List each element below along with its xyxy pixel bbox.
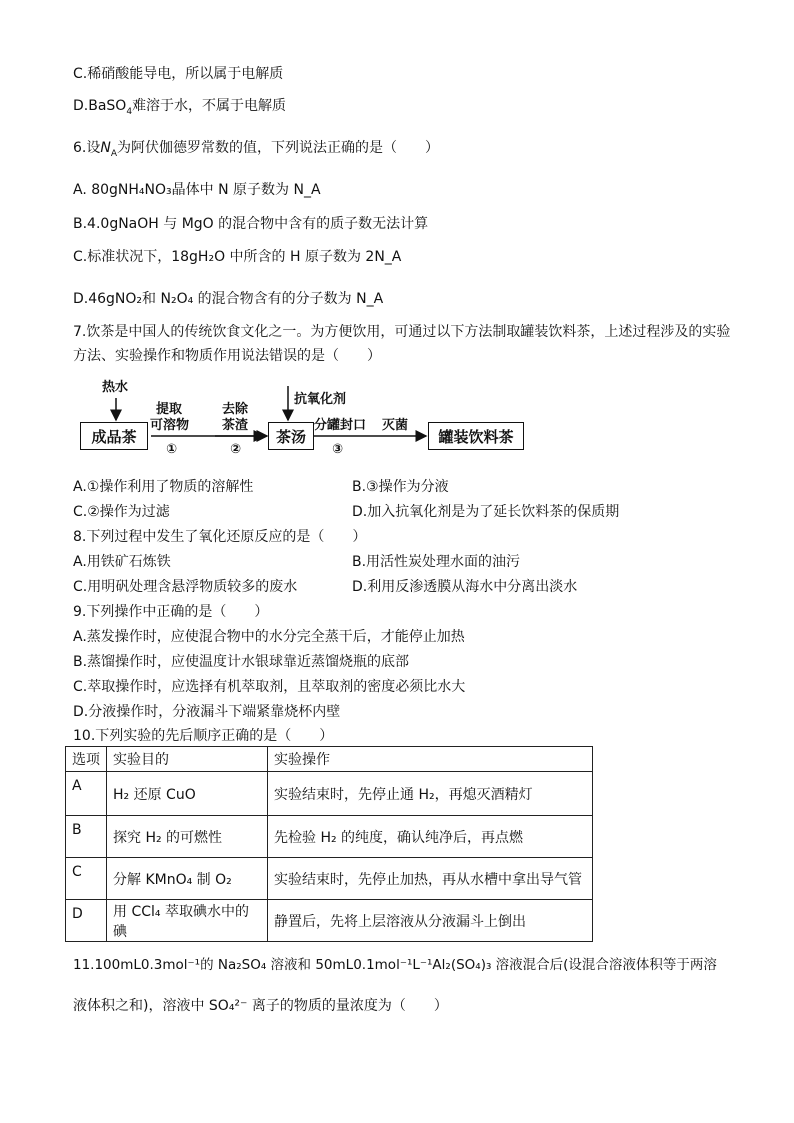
q8-option-d: D.利用反渗透膜从海水中分离出淡水 xyxy=(352,579,578,595)
row-operation: 静置后，先将上层溶液从分液漏斗上倒出 xyxy=(268,900,593,942)
table-header-row xyxy=(66,747,593,772)
q5-option-c: C.稀硝酸能导电，所以属于电解质 xyxy=(73,66,284,82)
q5-option-d-formula: BaSO xyxy=(88,98,127,114)
q8-stem: 8.下列过程中发生了氧化还原反应的是（ ） xyxy=(73,529,367,545)
q9-stem: 9.下列操作中正确的是（ ） xyxy=(73,604,269,620)
q7-option-d: D.加入抗氧化剂是为了延长饮料茶的保质期 xyxy=(352,504,620,520)
step3-label-mid: 分罐封口 xyxy=(314,418,367,433)
tea-soup-box: 茶汤 xyxy=(268,422,314,450)
q5-option-d-text: 难溶于水，不属于电解质 xyxy=(132,98,287,114)
q6-stem-prefix: 6.设 xyxy=(73,140,101,156)
q6-option-c: C.标准状况下，18gH₂O 中所含的 H 原子数为 2N_A xyxy=(73,249,402,265)
q6-stem-na: N xyxy=(100,140,111,156)
q6-option-b: B.4.0gNaOH 与 MgO 的混合物中含有的质子数无法计算 xyxy=(73,216,429,232)
row-operation: 实验结束时，先停止加热，再从水槽中拿出导气管 xyxy=(268,858,593,900)
step2-label-mid: 茶渣 xyxy=(222,418,249,433)
canned-tea-box: 罐装饮料茶 xyxy=(428,422,524,450)
row-operation: 先检验 H₂ 的纯度，确认纯净后，再点燃 xyxy=(268,816,593,858)
q9-option-d: D.分液操作时，分液漏斗下端紧靠烧杯内壁 xyxy=(73,704,341,720)
step3-number: ③ xyxy=(332,442,344,457)
q6-option-a: A. 80gNH₄NO₃晶体中 N 原子数为 N_A xyxy=(73,182,321,198)
step2-number: ② xyxy=(230,442,242,457)
hot-water-label: 热水 xyxy=(102,380,129,395)
q10-table xyxy=(65,746,593,942)
table-row xyxy=(66,816,593,858)
q6-stem-na-sub: A xyxy=(110,148,118,159)
header-operation: 实验操作 xyxy=(268,747,593,772)
row-option: C xyxy=(66,858,107,900)
row-operation: 实验结束时，先停止通 H₂，再熄灭酒精灯 xyxy=(268,772,593,816)
q8-option-c: C.用明矾处理含悬浮物质较多的废水 xyxy=(73,579,298,595)
q6-option-d: D.46gNO₂和 N₂O₄ 的混合物含有的分子数为 N_A xyxy=(73,291,384,307)
row-option: A xyxy=(66,772,107,816)
q8-option-b: B.用活性炭处理水面的油污 xyxy=(352,554,521,570)
q7-option-c: C.②操作为过滤 xyxy=(73,504,170,520)
row-goal: 用 CCl₄ 萃取碘水中的碘 xyxy=(107,900,268,942)
finished-tea-box: 成品茶 xyxy=(80,422,148,450)
row-option: B xyxy=(66,816,107,858)
table-row xyxy=(66,772,593,816)
step1-label-mid: 可溶物 xyxy=(150,418,190,433)
row-goal: 探究 H₂ 的可燃性 xyxy=(107,816,268,858)
row-option: D xyxy=(66,900,107,942)
q7-option-a: A.①操作利用了物质的溶解性 xyxy=(73,479,254,495)
q5-option-d-subscript: 4 xyxy=(126,106,133,117)
table-row xyxy=(66,858,593,900)
q6-stem-text: 为阿伏伽德罗常数的值，下列说法正确的是（ ） xyxy=(117,140,440,156)
step1-label-top: 提取 xyxy=(156,402,183,417)
row-goal: H₂ 还原 CuO xyxy=(107,772,268,816)
q6-stem xyxy=(73,138,439,164)
q10-stem: 10.下列实验的先后顺序正确的是（ ） xyxy=(73,728,334,744)
q11-stem-line2: 液体积之和)，溶液中 SO₄²⁻ 离子的物质的量浓度为（ ） xyxy=(73,998,448,1014)
q5-option-d-prefix: D. xyxy=(73,98,89,114)
header-goal: 实验目的 xyxy=(107,747,268,772)
step2-label-top: 去除 xyxy=(222,402,249,417)
q8-option-a: A.用铁矿石炼铁 xyxy=(73,554,171,570)
q9-option-b: B.蒸馏操作时，应使温度计水银球靠近蒸馏烧瓶的底部 xyxy=(73,654,410,670)
header-option: 选项 xyxy=(66,747,107,772)
q11-stem-line1: 11.100mL0.3mol⁻¹的 Na₂SO₄ 溶液和 50mL0.1mol⁻¹L⁻¹Al₂(SO₄)₃ 溶液混合后(设混合溶液体积等于两溶 xyxy=(73,957,717,973)
antioxidant-label: 抗氧化剂 xyxy=(294,392,347,407)
q9-option-a: A.蒸发操作时，应使混合物中的水分完全蒸干后，才能停止加热 xyxy=(73,629,465,645)
table-row xyxy=(66,900,593,942)
sterilize-label: 灭菌 xyxy=(382,418,409,433)
q9-option-c: C.萃取操作时，应选择有机萃取剂，且萃取剂的密度必须比水大 xyxy=(73,679,466,695)
step1-number: ① xyxy=(166,442,178,457)
q7-stem-line2: 方法、实验操作和物质作用说法错误的是（ ） xyxy=(73,348,381,364)
row-goal: 分解 KMnO₄ 制 O₂ xyxy=(107,858,268,900)
q7-stem-line1: 7.饮茶是中国人的传统饮食文化之一。为方便饮用，可通过以下方法制取罐装饮料茶，上述过程涉及的实验 xyxy=(73,324,731,340)
q5-option-d xyxy=(73,96,286,122)
q7-option-b: B.③操作为分液 xyxy=(352,479,449,495)
